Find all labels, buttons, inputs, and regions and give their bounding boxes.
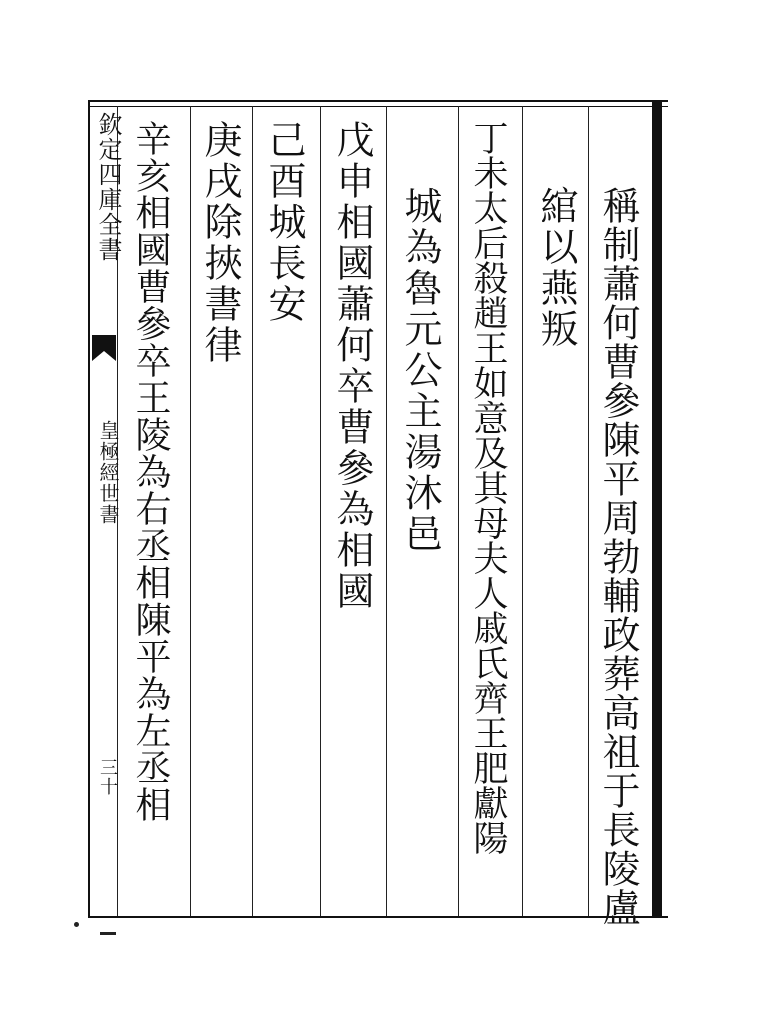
text-column-1: 稱制蕭何曹參陳平周勃輔政葬高祖于長陵盧 (596, 186, 640, 927)
text-column-5: 戊申相國蕭何卒曹參為相國 (330, 120, 374, 612)
frame-left-border (88, 100, 90, 918)
text-column-7: 庚戌除挾書律 (198, 120, 242, 366)
ink-speck (74, 922, 79, 927)
page-number: 三十 (97, 758, 118, 796)
text-column-3: 丁未太后殺趙王如意及其母夫人戚氏齊王肥獻陽 (468, 120, 508, 855)
column-divider (252, 106, 253, 916)
column-divider (458, 106, 459, 916)
frame-top-inner-border (88, 106, 668, 107)
book-title: 皇極經世書 (96, 420, 120, 525)
collection-title: 欽定四庫全書 (94, 112, 122, 262)
column-divider (320, 106, 321, 916)
column-divider (588, 106, 589, 916)
frame-top-border (88, 100, 668, 102)
column-divider (522, 106, 523, 916)
text-column-6: 己酉城長安 (262, 120, 306, 325)
ink-speck (100, 932, 116, 935)
frame-right-thick-border (652, 100, 662, 918)
text-column-2: 綰以燕叛 (534, 186, 578, 350)
fishtail-mark-icon (92, 335, 116, 363)
frame-bottom-border (88, 916, 668, 918)
column-divider (190, 106, 191, 916)
text-column-8: 辛亥相國曹參卒王陵為右丞相陳平為左丞相 (130, 120, 171, 823)
text-column-4: 城為魯元公主湯沐邑 (398, 186, 442, 555)
column-divider (386, 106, 387, 916)
